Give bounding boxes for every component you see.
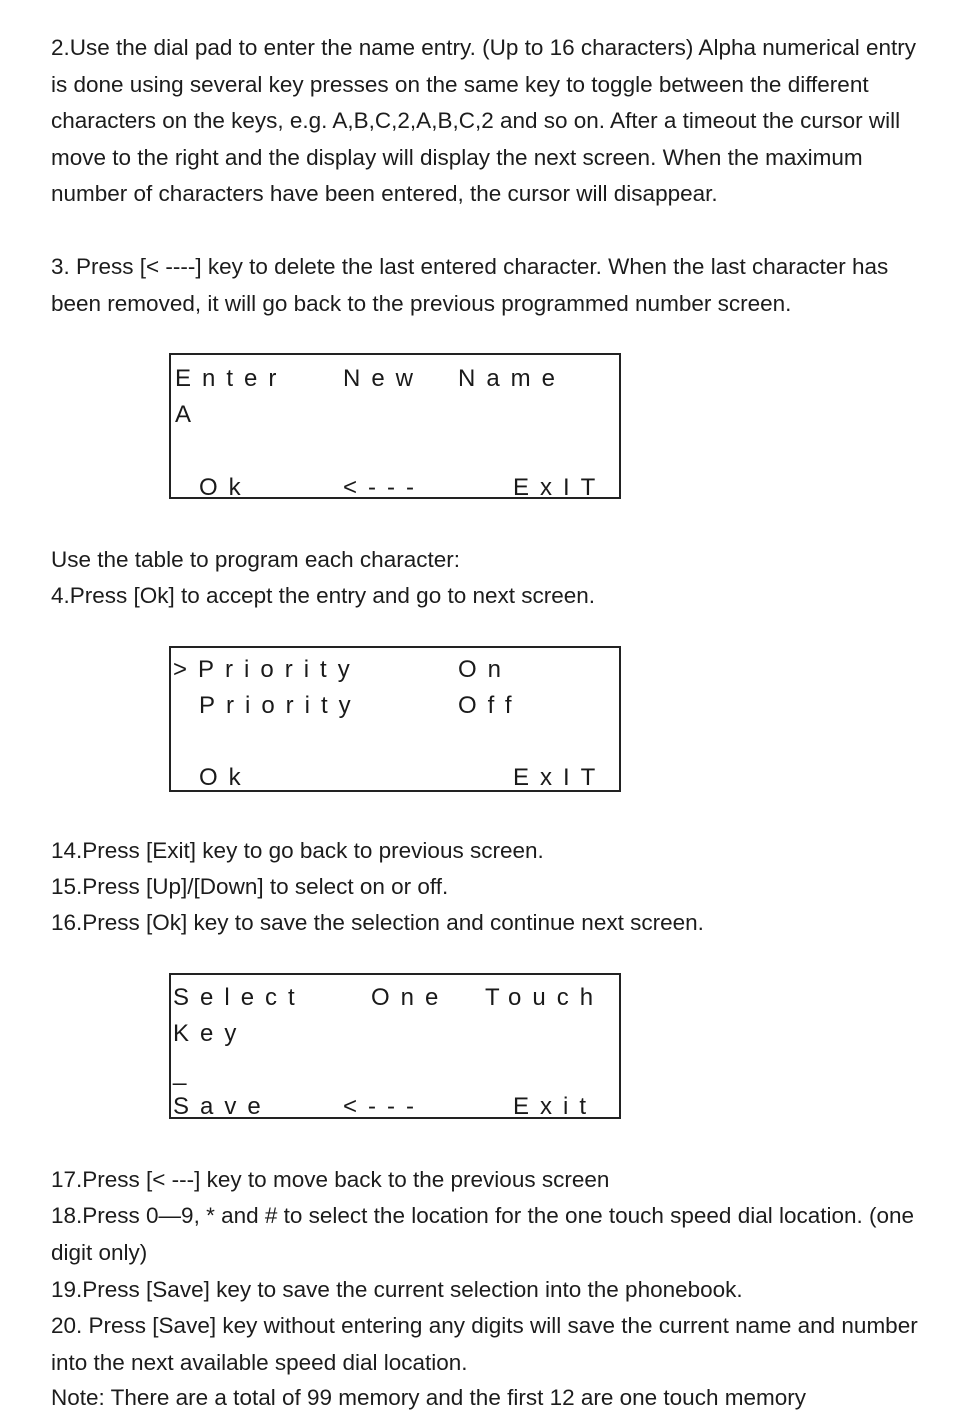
step-3-text: 3. Press [< ----] key to delete the last entered character. When the last character has been removed, it will go back to the previous programmed number screen. bbox=[51, 254, 889, 316]
note-text: Note: There are a total of 99 memory and the first 12 are one touch memory bbox=[51, 1385, 806, 1410]
softkey-ok-label: Ok bbox=[199, 764, 252, 791]
lcd-line1-priority: >Priority bbox=[173, 656, 361, 683]
lcd-line2-entry: A bbox=[175, 401, 203, 428]
step-4-text: 4.Press [Ok] to accept the entry and go to next screen. bbox=[51, 583, 596, 608]
softkey-save-label: Save bbox=[173, 1093, 272, 1120]
softkey-back-label: <--- bbox=[343, 474, 425, 501]
lcd-screen-enter-name bbox=[169, 353, 621, 499]
lcd-screen-priority bbox=[169, 646, 621, 792]
step-20-text: 20. Press [Save] key without entering any digits will save the current name and number into the next available speed dial location. bbox=[51, 1313, 918, 1375]
lcd-line2-off: Off bbox=[458, 692, 523, 719]
step-2-text: 2.Use the dial pad to enter the name entry. (Up to 16 characters) Alpha numerical entry is done using several key presses on the same key to toggle between the different characters on the keys, e.g. A,B,C,2,A,B,C,2 and so on. After a timeout the cursor will move to the right and the display will display the next screen. When the maximum number of characters have been entered, the cursor will disappear. bbox=[51, 35, 917, 206]
softkey-ok-label: Ok bbox=[199, 474, 252, 501]
lcd-line1-select: Select bbox=[173, 984, 306, 1011]
lcd-line2-priority: Priority bbox=[199, 692, 362, 719]
softkey-exit-label: ExIT bbox=[513, 764, 607, 791]
lcd-line2-key: Key bbox=[173, 1020, 248, 1047]
lcd-line1-name: Name bbox=[458, 365, 567, 392]
step-18-text: 18.Press 0—9, * and # to select the location for the one touch speed dial location. (one digit only) bbox=[51, 1203, 915, 1265]
lcd-line1-new: New bbox=[343, 365, 425, 392]
step-19-text: 19.Press [Save] key to save the current selection into the phonebook. bbox=[51, 1277, 743, 1302]
softkey-exit-label: ExIT bbox=[513, 474, 607, 501]
step-14-text: 14.Press [Exit] key to go back to previous screen. bbox=[51, 838, 544, 863]
lcd-line1-one: One bbox=[371, 984, 450, 1011]
step-16-text: 16.Press [Ok] key to save the selection and continue next screen. bbox=[51, 910, 704, 935]
table-note-text: Use the table to program each character: bbox=[51, 547, 460, 572]
softkey-back-label: <--- bbox=[343, 1093, 425, 1120]
lcd-line1-enter: Enter bbox=[175, 365, 288, 392]
lcd-line1-touch: Touch bbox=[485, 984, 605, 1011]
step-15-text: 15.Press [Up]/[Down] to select on or off. bbox=[51, 874, 449, 899]
lcd-cursor: _ bbox=[173, 1059, 198, 1086]
lcd-screen-one-touch bbox=[169, 973, 621, 1119]
step-17-text: 17.Press [< ---] key to move back to the previous screen bbox=[51, 1167, 610, 1192]
softkey-exit-label: Exit bbox=[513, 1093, 598, 1120]
lcd-line1-on: On bbox=[458, 656, 513, 683]
